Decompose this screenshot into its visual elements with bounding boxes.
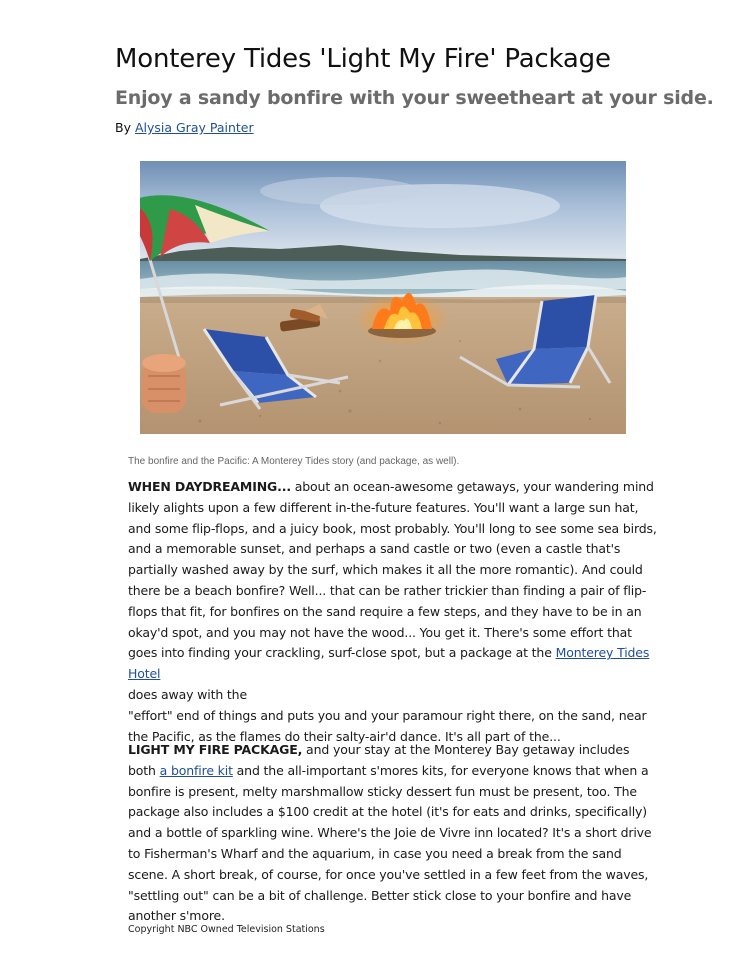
article-subtitle: Enjoy a sandy bonfire with your sweetheart at your side. <box>115 87 714 109</box>
lead-in: LIGHT MY FIRE PACKAGE, <box>128 742 303 757</box>
paragraph-text: and your stay at the Monterey Bay getaway includes both <box>128 742 630 778</box>
paragraph-text: about an ocean-awesome getaways, your wandering mind likely alights upon a few different in-the-future features. You'll want a large sun hat, and some flip-flops, and a juicy book, most probably. You'll long to see some sea birds, and a memorable sunset, and perhaps a sand castle or two (even a castle that's partially washed away by the surf, which makes it all the more romantic). And could there be a beach bonfire? Well... that can be rather trickier than finding a pair of flip-flops that fit, for bonfires on the sand require a few steps, and they have to be in an okay'd spot, and you may not have the wood... You get it. There's some effort that goes into finding your crackling, surf-close spot, but a package at the <box>128 479 657 661</box>
paragraph-1 <box>128 477 658 747</box>
bonfire <box>354 293 450 345</box>
rolled-towel <box>142 354 186 413</box>
hero-image <box>140 161 626 434</box>
paragraph-2 <box>128 740 658 927</box>
image-caption: The bonfire and the Pacific: A Monterey Tides story (and package, as well). <box>128 456 460 467</box>
hotel-link[interactable]: Monterey Tides Hotel <box>128 645 650 682</box>
author-link[interactable]: Alysia Gray Painter <box>134 120 254 135</box>
lead-in: WHEN DAYDREAMING... <box>128 479 291 494</box>
paragraph-text: and the all-important s'mores kits, for everyone knows that when a bonfire is present, melty marshmallow sticky dessert fun must be present, too. The package also includes a $100 credit at the hotel (it's for eats and drinks, specifically) and a bottle of sparkling wine. Where's the Joie de Vivre inn located? It's a short drive to Fisherman's Wharf and the aquarium, in case you need a break from the sand scene. A short break, of course, for once you've settled in a few feet from the waves, "settling out" can be a bit of challenge. Better stick close to your bonfire and have another s'more. <box>128 762 652 924</box>
bonfire-kit-link[interactable]: a bonfire kit <box>159 762 233 778</box>
byline-prefix: By <box>115 120 135 135</box>
paragraph-text: "effort" end of things and puts you and your paramour right there, on the sand, near the Pacific, as the flames do their salty-air'd dance. It's all part of the... <box>128 707 647 744</box>
copyright: Copyright NBC Owned Television Stations <box>128 924 325 935</box>
byline <box>115 120 254 135</box>
article-title: Monterey Tides 'Light My Fire' Package <box>115 44 611 74</box>
paragraph-text: does away with the <box>128 686 247 702</box>
